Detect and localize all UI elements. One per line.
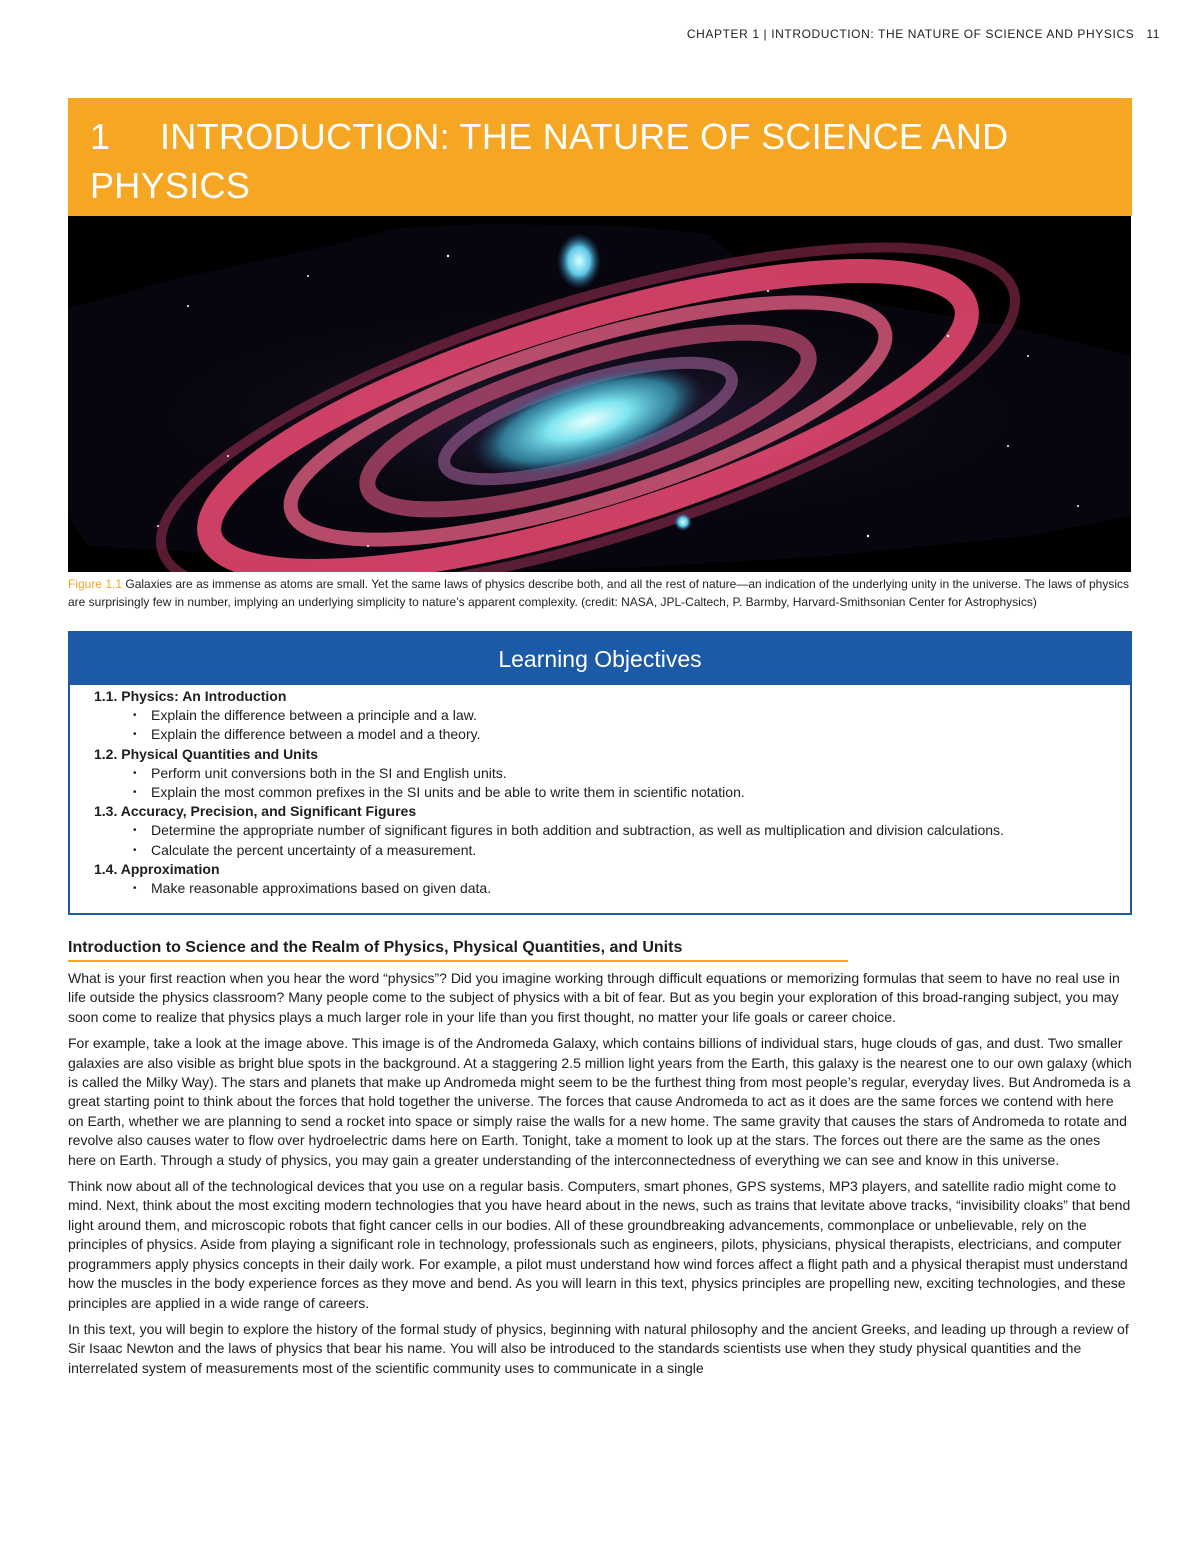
chapter-title-text: INTRODUCTION: THE NATURE OF SCIENCE AND PHYSICS [90, 116, 1009, 206]
section-heading: Introduction to Science and the Realm of Physics, Physical Quantities, and Units [68, 939, 848, 962]
objective-item: • Explain the difference between a principle and a law. [151, 706, 1130, 725]
objective-section-title: 1.3. Accuracy, Precision, and Significant Figures [94, 803, 417, 820]
figure-label: Figure 1.1 [68, 577, 123, 591]
figure-caption [68, 576, 1132, 611]
paragraph: For example, take a look at the image above. This image is of the Andromeda Galaxy, which contains billions of individual stars, huge clouds of gas, and dust. Two smaller galaxies are also visible as bright blue spots in the background. At a staggering 2.5 million light years from the Earth, this galaxy is the nearest one to our own galaxy (which is called the Milky Way). The stars and planets that make up Andromeda might seem to be the furthest thing from most people’s regular, everyday lives. But Andromeda is a great starting point to think about the forces that hold together the universe. The forces that cause Andromeda to act as it does are the same forces we contend with here on Earth, whether we are planning to send a rocket into space or simply raise the walls for a new home. The same gravity that causes the stars of Andromeda to rotate and revolve also causes water to flow over hydroelectric dams here on Earth. Tonight, take a moment to look up at the stars. The forces out there are the same as the ones here on Earth. Through a study of physics, you may gain a greater understanding of the interconnectedness of everything we can see and know in this universe. [68, 1035, 1132, 1168]
objective-item: • Perform unit conversions both in the SI and English units. [151, 764, 1130, 783]
objective-section [94, 860, 1130, 898]
objective-section [94, 745, 1130, 803]
body-text [68, 969, 1132, 1385]
page-number: 11 [1146, 27, 1160, 41]
chapter-banner [68, 98, 1132, 216]
paragraph: Think now about all of the technological devices that you use on a regular basis. Computers, smart phones, GPS systems, MP3 players, and satellite radio might come to mind. Next, think about the most exciting modern technologies that you have heard about in the news, such as trains that levitate above tracks, “invisibility cloaks” that bend light around them, and microscopic robots that fight cancer cells in our bodies. All of these groundbreaking advancements, commonplace or unbelievable, rely on the principles of physics. Aside from playing a significant role in technology, professionals such as engineers, pilots, physicians, physical therapists, electricians, and computer programmers apply physics concepts in their daily work. For example, a pilot must understand how wind forces affect a flight path and a physical therapist must understand how the muscles in the body experience forces as they move and bend. As you will learn in this text, physics principles are propelling new, exciting technologies, and these principles are applied in a wide range of careers. [68, 1178, 1131, 1311]
objective-section-title: 1.4. Approximation [94, 860, 220, 877]
learning-objectives-title: Learning Objectives [70, 633, 1130, 685]
paragraph: What is your first reaction when you hear the word “physics”? Did you imagine working through difficult equations or memorizing formulas that seem to have no real use in life outside the physics classroom? Many people come to the subject of physics with a bit of fear. But as you begin your exploration of this broad-ranging subject, you may soon come to realize that physics plays a much larger role in your life than you first thought, no matter your life goals or career choice. [68, 970, 1120, 1025]
chapter-number: 1 [90, 116, 111, 157]
figure-image [68, 216, 1131, 572]
chapter-title [90, 112, 1112, 210]
objective-item: • Calculate the percent uncertainty of a measurement. [151, 841, 1130, 860]
objective-items [94, 879, 1130, 898]
objective-section [94, 802, 1130, 860]
objective-section-title: 1.1. Physics: An Introduction [94, 688, 287, 704]
objective-items [94, 821, 1130, 859]
figure-caption-text: Galaxies are as immense as atoms are small. Yet the same laws of physics describe both, and all the rest of nature—an indication of the underlying unity in the universe. The laws of physics are surprisingly few in number, implying an underlying simplicity to nature’s apparent complexity. (credit: NASA, JPL-Caltech, P. Barmby, Harvard-Smithsonian Center for Astrophysics) [68, 577, 1129, 609]
learning-objectives-list [70, 685, 1130, 898]
learning-objectives-box [68, 631, 1132, 915]
objective-section-title: 1.2. Physical Quantities and Units [94, 745, 319, 762]
objective-items [94, 706, 1130, 744]
objective-section [94, 687, 1130, 745]
objective-item: • Determine the appropriate number of significant figures in both addition and subtraction, as well as multiplication and division calculations. [151, 821, 1130, 840]
andromeda-galaxy-image [68, 216, 1131, 572]
objective-item: • Explain the most common prefixes in the SI units and be able to write them in scientific notation. [151, 783, 1130, 802]
running-head-text: CHAPTER 1 | INTRODUCTION: THE NATURE OF SCIENCE AND PHYSICS [686, 27, 1135, 41]
objective-item: • Make reasonable approximations based on given data. [151, 879, 1130, 898]
objective-items [94, 764, 1130, 802]
paragraph: In this text, you will begin to explore the history of the formal study of physics, beginning with natural philosophy and the ancient Greeks, and leading up through a review of Sir Isaac Newton and the laws of physics that bear his name. You will also be introduced to the standards scientists use when they study physical quantities and the interrelated system of measurements most of the scientific community uses to communicate in a single [68, 1320, 1129, 1376]
objective-item: • Explain the difference between a model and a theory. [151, 725, 1130, 744]
running-head [687, 27, 1160, 41]
